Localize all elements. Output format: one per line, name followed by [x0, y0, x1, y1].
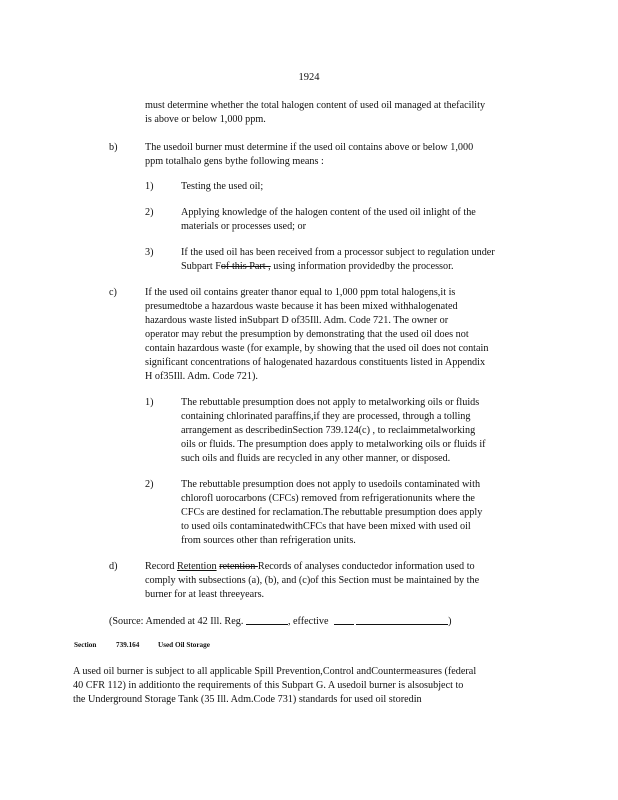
intro-line-1: must determine whether the total halogen content of used oil managed at thefacility — [145, 100, 486, 111]
section-heading-label: Section — [74, 641, 97, 649]
subsection-d-line-2: comply with subsections (a), (b), and (c)of this Section must be maintained by the — [145, 575, 480, 586]
subsection-c-line-2: presumedtobe a hazardous waste because it has been mixed withhalogenated — [145, 301, 458, 312]
c-item-1-line-5: such oils and fluids are recycled in any other manner, or disposed. — [181, 453, 451, 464]
b-item-2-label: 2) — [145, 207, 154, 218]
b-item-3-line-2-post: using information providedby the processor. — [270, 261, 454, 272]
b-item-3-struck-text: of this Part , — [220, 261, 271, 272]
b-item-3-line-2 — [181, 260, 454, 274]
b-item-3-line-2-pre: Subpart F — [181, 261, 221, 272]
section-heading-title: Used Oil Storage — [158, 641, 210, 649]
subsection-c-line-5: contain hazardous waste (for example, by showing that the used oil does not contain — [145, 343, 489, 354]
closing-line-1: A used oil burner is subject to all applicable Spill Prevention,Control andCountermeasures (federal — [73, 666, 477, 677]
subsection-b-label: b) — [109, 142, 118, 153]
subsection-d-label: d) — [109, 561, 118, 572]
subsection-c-line-1: If the used oil contains greater thanor equal to 1,000 ppm total halogens,it is — [145, 287, 456, 298]
d-line-1-post: Records of analyses conductedor information used to — [257, 561, 475, 572]
intro-line-2: is above or below 1,000 ppm. — [145, 114, 266, 125]
closing-line-3: the Underground Storage Tank (35 Ill. Adm.Code 731) standards for used oil storedin — [73, 694, 422, 705]
c-item-1-line-1: The rebuttable presumption does not apply to metalworking oils or fluids — [181, 397, 480, 408]
c-item-2-label: 2) — [145, 479, 154, 490]
c-item-1-label: 1) — [145, 397, 154, 408]
subsection-d-line-3: burner for at least threeyears. — [145, 589, 265, 600]
c-item-2-line-1: The rebuttable presumption does not apply to usedoils contaminated with — [181, 479, 481, 490]
b-item-2-line-1: Applying knowledge of the halogen content of the used oil inlight of the — [181, 207, 476, 218]
c-item-1-line-3: arrangement as describedinSection 739.124(c) , to reclaimmetalworking — [181, 425, 476, 436]
subsection-d-line-1 — [145, 560, 475, 574]
c-item-2-line-4: to used oils contaminatedwithCFCs that have been mixed with used oil — [181, 521, 471, 532]
page-number: 1924 — [298, 72, 320, 83]
section-heading-number: 739.164 — [116, 641, 140, 649]
c-item-2-line-5: from sources other than refrigeration units. — [181, 535, 356, 546]
subsection-b-line-1: The usedoil burner must determine if the used oil contains above or below 1,000 — [145, 142, 474, 153]
source-note-mid: , effective — [287, 616, 329, 627]
source-note-post: ) — [448, 616, 452, 627]
subsection-c-line-6: significant concentrations of halogenated hazardous constituents listed in Appendix — [145, 357, 486, 368]
subsection-c-line-7: H of35Ill. Adm. Code 721). — [145, 371, 258, 382]
c-item-2-line-2: chlorofl uorocarbons (CFCs) removed from refrigerationunits where the — [181, 493, 475, 504]
c-item-1-line-4: oils or fluids. The presumption does apply to metalworking oils or fluids if — [181, 439, 486, 450]
subsection-c-line-3: hazardous waste listed inSubpart D of35Ill. Adm. Code 721. The owner or — [145, 315, 449, 326]
b-item-1-line-1: Testing the used oil; — [181, 181, 264, 192]
source-blank-effective-2 — [356, 614, 448, 625]
d-inserted-text: Retention — [176, 561, 217, 572]
closing-line-2: 40 CFR 112) in additionto the requirements of this Subpart G. A usedoil burner is alsosubject to — [73, 680, 464, 691]
b-item-3-line-1: If the used oil has been received from a processor subject to regulation under — [181, 247, 495, 258]
source-note — [109, 614, 452, 629]
b-item-2-line-2: materials or processes used; or — [181, 221, 307, 232]
b-item-3-label: 3) — [145, 247, 154, 258]
source-blank-volume — [246, 614, 288, 625]
d-struck-text: retention — [219, 561, 258, 572]
subsection-c-label: c) — [109, 287, 117, 298]
source-blank-effective-1 — [334, 614, 354, 625]
b-item-1-label: 1) — [145, 181, 154, 192]
c-item-2-line-3: CFCs are destined for reclamation.The rebuttable presumption does apply — [181, 507, 483, 518]
subsection-c-line-4: operator may rebut the presumption by demonstrating that the used oil does not — [145, 329, 469, 340]
source-note-pre: (Source: Amended at 42 Ill. Reg. — [109, 616, 244, 627]
subsection-b-line-2: ppm totalhalo gens bythe following means : — [145, 156, 324, 167]
c-item-1-line-2: containing chlorinated paraffins,if they are processed, through a tolling — [181, 411, 471, 422]
d-line-1-pre: Record — [145, 561, 177, 572]
